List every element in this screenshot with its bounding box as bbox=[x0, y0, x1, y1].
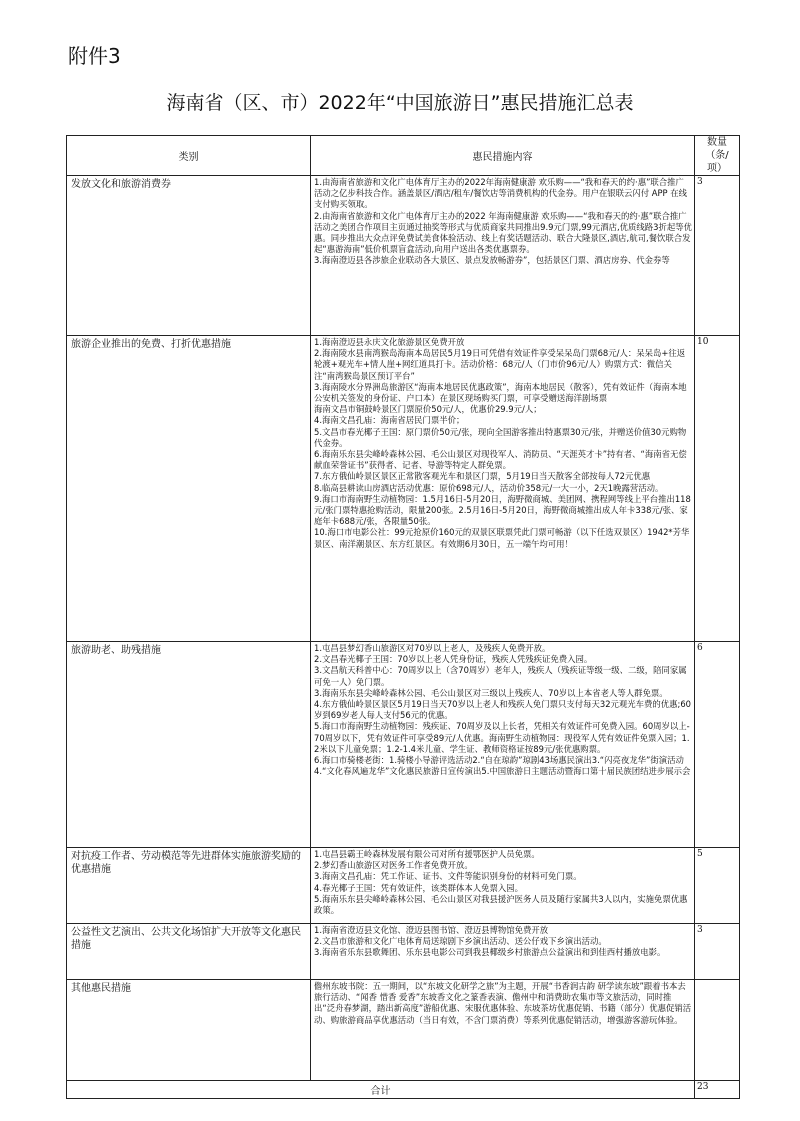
measure-item: 1.海南澄迈县永庆文化旅游景区免费开放 bbox=[314, 337, 465, 347]
measure-item: 3.海南乐东县尖峰岭森林公园、毛公山景区对三级以上残疾人、70岁以上本省老人等人群免票。 bbox=[314, 687, 668, 698]
table-row bbox=[67, 924, 740, 980]
measure-item: 9.海口市海南野生动植物园：1.5月16日-5月20日，海野微商城、美团网、携程网等线上平台推出118元/张门票特惠抢购活动，限量200张。2.5月16日-5月20日，海野微商城推出成人年卡338元/张、家庭年卡688元/张，各限量50张。 bbox=[314, 493, 691, 527]
header-count: 数量（条/项） bbox=[695, 136, 740, 176]
measure-item: 4.海南文昌孔庙：海南省居民门票半价； bbox=[314, 415, 465, 426]
total-count: 23 bbox=[695, 1081, 740, 1099]
header-content: 惠民措施内容 bbox=[311, 136, 695, 176]
table-row bbox=[67, 176, 740, 336]
measure-item: 3.海南陵水分界洲岛旅游区“海南本地居民优惠政策”，海南本地居民（散客），凭有效证件（海南本地公安机关签发的身份证、户口本）在景区现场购买门票，可享受赠送海洋剧场票 bbox=[314, 381, 687, 404]
measure-item: 1.由海南省旅游和文化广电体育厅主办的2022年海南健康游 欢乐购——“我和春天的约·惠”联合推广活动之亿步科技合作。涵盖景区/酒店/租车/餐饮店等消费机构的代金券。用户在银联云闪付 APP 在线支付购买领取。 bbox=[314, 177, 687, 210]
table-header-row bbox=[67, 136, 740, 176]
row-category: 旅游助老、助残措施 bbox=[67, 642, 311, 848]
row-count: 10 bbox=[695, 336, 740, 642]
measure-item: 3.海南文昌孔庙：凭工作证、证书、文件等能识别身份的材料可免门票。 bbox=[314, 871, 582, 882]
summary-table bbox=[66, 135, 740, 1099]
measure-item: 1.屯昌县梦幻香山旅游区对70岁以上老人，及残疾人免费开放。 bbox=[314, 643, 551, 653]
row-count: 3 bbox=[695, 176, 740, 336]
row-content bbox=[311, 336, 695, 642]
measure-item: 3.海南澄迈县各涉旅企业联动各大景区、景点发放畅游券”，包括景区门票、酒店房券、代金券等 bbox=[314, 255, 670, 266]
measure-item: 4.东方俄仙岭景区景区5月19日当天70岁以上老人和残疾人免门票只支付每天32元观光车费的优惠;60岁到69岁老人每人支付56元的优惠。 bbox=[314, 699, 692, 721]
row-category: 其他惠民措施 bbox=[67, 980, 311, 1081]
measure-item: 10.海口市电影公社：99元抢原价160元的双景区联票凭此门票可畅游（以下任选双景区）1942*芳华景区、南洋潮景区、东方红景区。有效期6月30日，五一端午均可用！ bbox=[314, 527, 690, 549]
measure-item: 2.文昌春光椰子王国：70岁以上老人凭身份证，残疾人凭残疾证免费入园。 bbox=[314, 654, 593, 665]
header-category: 类别 bbox=[67, 136, 311, 176]
measure-item: 1.屯昌县霸王岭森林发展有限公司对所有援鄂医护人员免票。 bbox=[314, 849, 540, 859]
row-category: 发放文化和旅游消费券 bbox=[67, 176, 311, 336]
table-row bbox=[67, 642, 740, 848]
table-row bbox=[67, 980, 740, 1081]
measure-item: 2.文昌市旅游和文化广电体育局送琼剧下乡演出活动、送公仔戏下乡演出活动。 bbox=[314, 936, 607, 947]
total-label: 合计 bbox=[67, 1081, 695, 1099]
row-count: 3 bbox=[695, 924, 740, 980]
measure-item: 2.海南陵水县南湾猴岛海南本岛居民5月19日可凭借有效证件享受呆呆岛门票68元/人：呆呆岛+往返轮渡+观光车+情人崖+网红道具打卡。活动价格：68元/人（门市价96元/人）购票方式：微信关注“南湾猴岛景区预订平台” bbox=[314, 348, 686, 381]
measure-item: 3.海南省乐东县歌舞团、乐东县电影公司到我县椰级乡村旅游点公益演出和到佳西村播放电影。 bbox=[314, 947, 666, 958]
table-body bbox=[67, 176, 740, 1081]
measure-item: 3.文昌航天科普中心：70周岁以上（含70周岁）老年人，残疾人（残疾证等级一级、二级，陪同家属可免一人）免门票。 bbox=[314, 665, 687, 687]
measure-item: 5.海口市海南野生动植物园：残疾证、70周岁及以上长者，凭相关有效证件可免费入园。60周岁以上-70周岁以下，凭有效证件可享受89元/人优惠。海南野生动植物园：现役军人凭有效证件免票入园；1.2米以下儿童免票；1.2-1.4米儿童、学生证、教师资格证按89元/张优惠购票。 bbox=[314, 721, 690, 754]
measure-item: 1.海南省澄迈县文化馆、澄迈县图书馆、澄迈县博物馆免费开放 bbox=[314, 925, 549, 935]
row-category: 公益性文艺演出、公共文化场馆扩大开放等文化惠民措施 bbox=[67, 924, 311, 980]
row-count: 5 bbox=[695, 848, 740, 924]
measure-item: 5.海南乐东县尖峰岭森林公园、毛公山景区对我县援沪医务人员及随行家属共3人以内，实施免票优惠政策。 bbox=[314, 893, 688, 916]
row-content bbox=[311, 848, 695, 924]
measure-item: 4.春光椰子王国：凭有效证件，该类群体本人免票入园。 bbox=[314, 882, 523, 893]
attachment-label: 附件3 bbox=[68, 44, 121, 68]
row-content bbox=[311, 642, 695, 848]
row-count bbox=[695, 980, 740, 1081]
row-category: 对抗疫工作者、劳动模范等先进群体实施旅游奖励的优惠措施 bbox=[67, 848, 311, 924]
measure-item: 海南文昌市铜鼓岭景区门票原价50元/人，优惠价29.9元/人； bbox=[314, 404, 542, 415]
row-content bbox=[311, 924, 695, 980]
row-count: 6 bbox=[695, 642, 740, 848]
measure-item: 6.海口市骑楼老街：1.骑楼小导游评选活动2.“自在琼韵”琼剧43场惠民演出3.“闪亮夜龙华”街演活动4.“文化春风遍龙华”文化惠民旅游日宣传演出5.中国旅游日主题活动暨海口第十届民族团结进步展示会 bbox=[314, 755, 691, 777]
row-category: 旅游企业推出的免费、打折优惠措施 bbox=[67, 336, 311, 642]
measure-item: 7.东方俄仙岭景区景区正常散客观光车和景区门票，5月19日当天散客全部按每人72元优惠 bbox=[314, 471, 651, 482]
row-content bbox=[311, 980, 695, 1081]
page-title: 海南省（区、市）2022年“中国旅游日”惠民措施汇总表 bbox=[166, 92, 634, 114]
measure-item: 8.临高县耕读山房酒店活动优惠：原价698元/人，活动价358元/一大一小，2天1晚露营活动。 bbox=[314, 482, 664, 493]
measure-item: 6.海南乐东县尖峰岭森林公园、毛公山景区对现役军人、消防员、“天涯英才卡”持有者、“海南省无偿献血荣誉证书”获得者、记者、导游等特定人群免票。 bbox=[314, 449, 687, 471]
measure-item: 儋州东坡书院：五一期间，以“东坡文化研学之旅”为主题，开展“书香润古韵 研学读东坡”跟着书本去旅行活动、“闻香 惜香 爱香”东坡香文化之篆香表演、儋州中和消费助农集市等文旅活动，同时推出“泛舟春梦湖，踏出新高度”游船优惠、宋服优惠体验、东坡茶坊优惠促销、书籍（部分）优惠促销活动、购旅游商品享优惠活动（当日有效，不含门票消费）等系列优惠促销活动，增强游客游玩体验。 bbox=[314, 981, 692, 1025]
total-row bbox=[67, 1081, 740, 1099]
measure-item: 2.梦幻香山旅游区对医务工作者免费开放。 bbox=[314, 860, 473, 871]
measure-item: 5.文昌市春光椰子王国：原门票价50元/张，现向全国游客推出特惠票30元/张，并赠送价值30元购物代金券。 bbox=[314, 426, 687, 448]
measure-item: 2.由海南省旅游和文化广电体育厅主办的2022 年海南健康游 欢乐购——“我和春天的约·惠”联合推广活动之美团合作项目主页通过抽奖等形式与优质商家共同推出9.9元门票,99元酒店,优质线路3折起等优惠。同步推出大众点评免费试美食体验活动、线上有奖话题活动、联合大隆景区,酒店,航司,餐饮联合发起“惠游海南”低价机票盲盒活动,向用户送出各类优惠票券。 bbox=[314, 210, 693, 255]
table-row bbox=[67, 848, 740, 924]
row-content bbox=[311, 176, 695, 336]
table-row bbox=[67, 336, 740, 642]
